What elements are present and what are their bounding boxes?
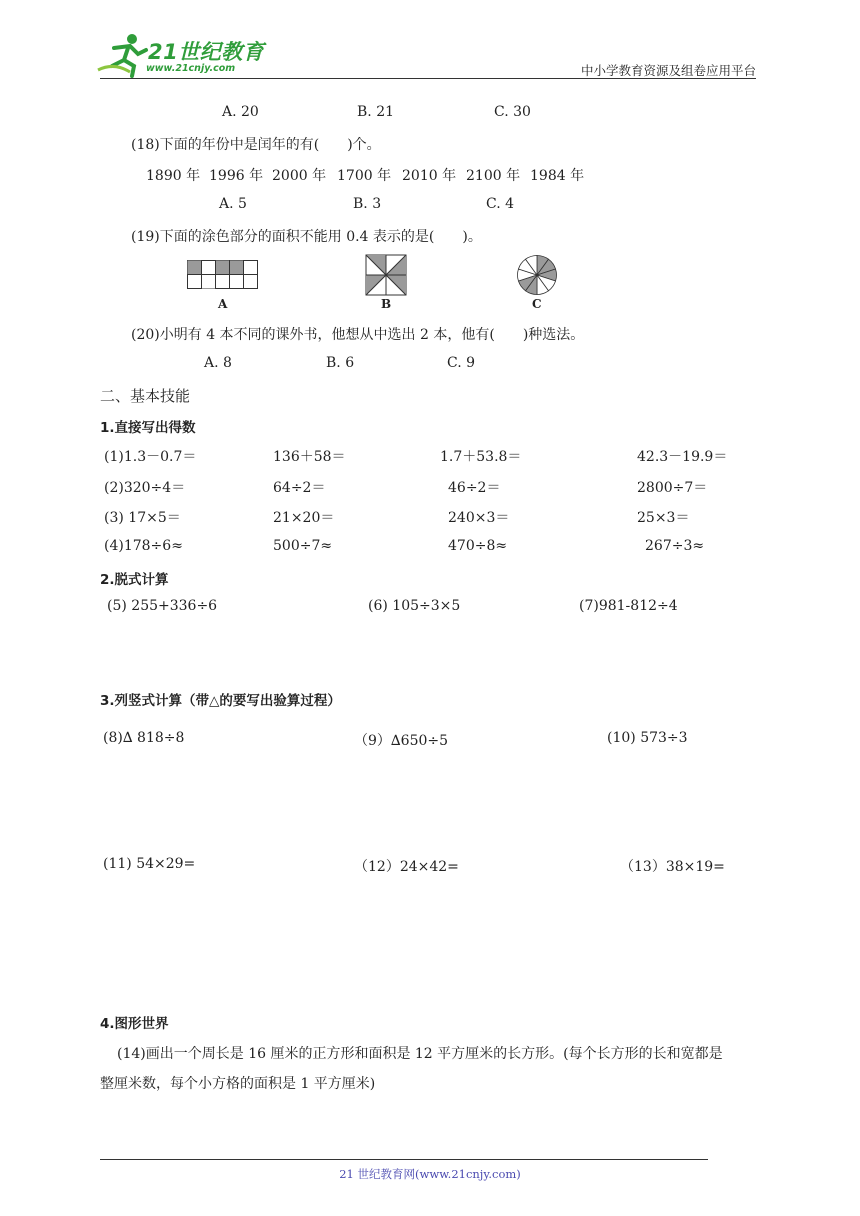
calc-4-1: (4)178÷6≈ <box>104 538 183 554</box>
q18-option-c: C. 4 <box>486 196 515 212</box>
q18-option-a: A. 5 <box>219 196 247 212</box>
vertical-13: （13）38×19= <box>620 859 725 875</box>
calc-4-2: 500÷7≈ <box>273 538 333 554</box>
q18-text: (18)下面的年份中是闰年的有( )个。 <box>131 137 381 153</box>
footer-divider <box>100 1159 708 1160</box>
platform-title: 中小学教育资源及组卷应用平台 <box>580 63 756 78</box>
section-title: 二、基本技能 <box>100 387 191 405</box>
expr-6: (6) 105÷3×5 <box>368 598 461 614</box>
calc-2-2: 64÷2＝ <box>273 480 326 496</box>
calc-1-2: 136＋58＝ <box>273 449 346 465</box>
calc-1-1: (1)1.3－0.7＝ <box>104 449 197 465</box>
q18-year-3: 2000 年 <box>272 168 327 184</box>
vertical-8: (8)∆ 818÷8 <box>103 730 185 746</box>
q20-option-a: A. 8 <box>204 355 232 371</box>
calc-3-4: 25×3＝ <box>637 510 690 526</box>
vertical-11: (11) 54×29= <box>103 856 196 872</box>
part1-title: 1.直接写出得数 <box>100 420 196 436</box>
q18-year-2: 1996 年 <box>209 168 264 184</box>
figure-a-label: A <box>218 297 228 311</box>
calc-2-4: 2800÷7＝ <box>637 480 708 496</box>
q17-option-b: B. 21 <box>357 104 395 120</box>
q18-year-5: 2010 年 <box>402 168 457 184</box>
q18-year-1: 1890 年 <box>146 168 201 184</box>
q18-option-b: B. 3 <box>353 196 382 212</box>
figure-a-grid <box>187 260 259 296</box>
part3-title: 3.列竖式计算（带△的要写出验算过程） <box>100 693 341 709</box>
calc-1-4: 42.3－19.9＝ <box>637 449 728 465</box>
q20-text: (20)小明有 4 本不同的课外书，他想从中选出 2 本，他有( )种选法。 <box>131 327 585 343</box>
calc-3-3: 240×3＝ <box>448 510 510 526</box>
logo-text: 21世纪教育 <box>148 40 265 64</box>
calc-3-2: 21×20＝ <box>273 510 335 526</box>
q17-option-c: C. 30 <box>494 104 531 120</box>
footer-text: 21 世纪教育网(www.21cnjy.com) <box>339 1167 521 1181</box>
vertical-9: （9）∆650÷5 <box>354 733 449 749</box>
expr-7: (7)981-812÷4 <box>579 598 678 614</box>
figure-c-circle <box>516 254 558 300</box>
calc-3-1: (3) 17×5＝ <box>104 510 181 526</box>
q18-year-4: 1700 年 <box>337 168 392 184</box>
logo-url: www.21cnjy.com <box>146 63 236 74</box>
runner-logo-icon <box>94 32 154 78</box>
q18-year-6: 2100 年 <box>466 168 521 184</box>
figure-c-label: C <box>532 297 542 311</box>
q17-option-a: A. 20 <box>222 104 259 120</box>
calc-2-1: (2)320÷4＝ <box>104 480 186 496</box>
q19-text: (19)下面的涂色部分的面积不能用 0.4 表示的是( )。 <box>131 229 482 245</box>
q14-line1: (14)画出一个周长是 16 厘米的正方形和面积是 12 平方厘米的长方形。(每个长方形的长和宽都是 <box>117 1046 723 1062</box>
figure-b-label: B <box>381 297 392 311</box>
vertical-12: （12）24×42= <box>354 859 459 875</box>
calc-1-3: 1.7＋53.8＝ <box>440 449 522 465</box>
part4-title: 4.图形世界 <box>100 1016 169 1032</box>
figure-b-square <box>365 254 407 300</box>
calc-4-4: 267÷3≈ <box>645 538 705 554</box>
part2-title: 2.脱式计算 <box>100 572 169 588</box>
vertical-10: (10) 573÷3 <box>607 730 688 746</box>
q18-year-7: 1984 年 <box>530 168 585 184</box>
header-divider <box>100 78 756 79</box>
q20-option-b: B. 6 <box>326 355 355 371</box>
calc-2-3: 46÷2＝ <box>448 480 501 496</box>
calc-4-3: 470÷8≈ <box>448 538 508 554</box>
q14-line2: 整厘米数，每个小方格的面积是 1 平方厘米) <box>100 1076 376 1092</box>
q20-option-c: C. 9 <box>447 355 476 371</box>
expr-5: (5) 255+336÷6 <box>107 598 218 614</box>
